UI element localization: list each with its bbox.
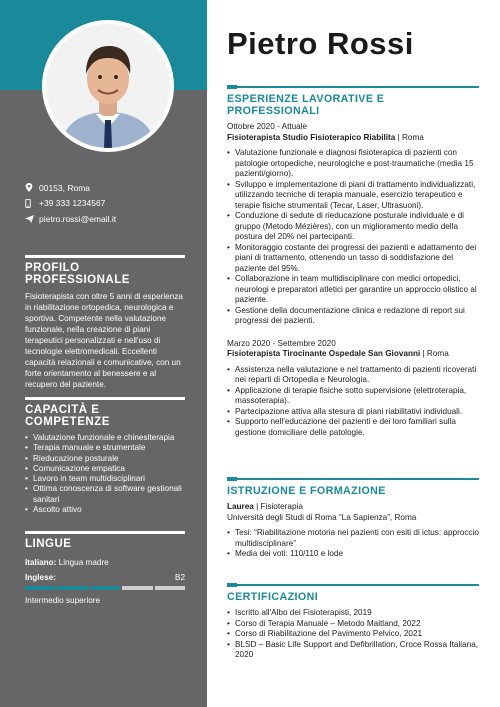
list-item: • Applicazione di terapie fisiche sotto supervisione (elettroterapia, massoterapia). bbox=[227, 386, 479, 407]
skills-section bbox=[25, 397, 185, 515]
list-item: • Supporto nell'educazione dei pazienti e dei loro familiari sulla gestione domiciliare delle patologie. bbox=[227, 417, 479, 438]
list-item: • Rieducazione posturale bbox=[25, 454, 185, 464]
level-segment bbox=[155, 586, 185, 590]
section-divider bbox=[25, 397, 185, 400]
job-bullets bbox=[227, 148, 479, 327]
job-date: Ottobre 2020 - Attuale bbox=[227, 122, 308, 131]
level-segment bbox=[122, 586, 152, 590]
list-item: • Valutazione funzionale e chinesiterapia bbox=[25, 433, 185, 443]
language-name: Inglese: bbox=[25, 573, 56, 582]
list-item: • Media dei voti: 110/110 e lode bbox=[227, 549, 479, 560]
education-title: ISTRUZIONE E FORMAZIONE bbox=[227, 485, 386, 497]
phone-text[interactable]: +39 333 1234567 bbox=[39, 198, 106, 209]
list-item: • Tesi: “Riabilitazione motoria nei pazienti con esiti di ictus: approccio multidisciplinare” bbox=[227, 528, 479, 549]
list-item: • Assistenza nella valutazione e nel trattamento di pazienti ricoverati nei reparti di Ortopedia e Neurologia. bbox=[227, 365, 479, 386]
job-role: Fisioterapista Studio Fisioterapico Riabilita | Roma bbox=[227, 132, 424, 142]
profile-text: Fisioterapista con oltre 5 anni di esperienza in riabilitazione ortopedica, neurologica e sportiva. Competente nella valutazione funzionale, nella creazione di piani terapeutici personalizzati e nell'uso di tecnologie elettromedicali. Eccellenti capacità relazionali e comunicative, con un forte orientamento al benessere e al recupero del paziente. bbox=[25, 292, 183, 389]
list-item: • Conduzione di sedute di rieducazione posturale individuale e di gruppo (Metodo Mézières), con un miglioramento medio della postura del 20% nei partecipanti. bbox=[227, 211, 479, 243]
list-item: • Collaborazione in team multidisciplinare con medici ortopedici, neurologi e preparatori atletici per garantire un approccio olistico al paziente. bbox=[227, 274, 479, 306]
list-item: • Lavoro in team multidisciplinari bbox=[25, 474, 185, 484]
job-role: Fisioterapista Tirocinante Ospedale San Giovanni | Roma bbox=[227, 349, 449, 358]
experience-section bbox=[227, 86, 479, 438]
language-level: Lingua madre bbox=[58, 558, 109, 567]
skills-title: CAPACITÀ E COMPETENZE bbox=[25, 404, 110, 428]
list-item: • Terapia manuale e strumentale bbox=[25, 443, 185, 453]
list-item: • Iscritto all'Albo dei Fisioterapisti, 2019 bbox=[227, 608, 479, 619]
language-description: Intermedio superiore bbox=[25, 596, 101, 605]
certifications-section bbox=[227, 584, 479, 661]
list-item: • BLSD – Basic Life Support and Defibrillation, Croce Rossa Italiana, 2020 bbox=[227, 640, 479, 661]
profile-photo bbox=[42, 20, 174, 152]
list-item: • Corso di Terapia Manuale – Metodo Maitland, 2022 bbox=[227, 619, 479, 630]
job-entry bbox=[227, 339, 479, 439]
contact-phone bbox=[25, 196, 195, 212]
education-section bbox=[227, 478, 479, 560]
education-degree: Laurea | Fisioterapia bbox=[227, 502, 303, 511]
contact-email bbox=[25, 211, 195, 227]
level-segment bbox=[57, 586, 87, 590]
language-name: Italiano: bbox=[25, 558, 57, 567]
certifications-title: CERTIFICAZIONI bbox=[227, 591, 319, 603]
language-level-bar bbox=[25, 586, 185, 590]
section-divider bbox=[227, 478, 479, 480]
list-item: • Corso di Riabilitazione del Pavimento Pelvico, 2021 bbox=[227, 629, 479, 640]
list-item: • Partecipazione attiva alla stesura di piani riabilitativi individuali. bbox=[227, 407, 479, 418]
level-segment bbox=[25, 586, 55, 590]
level-segment bbox=[90, 586, 120, 590]
list-item: • Gestione della documentazione clinica e redazione di report sui progressi dei pazienti. bbox=[227, 306, 479, 327]
phone-icon bbox=[25, 199, 39, 208]
languages-title: LINGUE bbox=[25, 538, 72, 550]
section-divider bbox=[227, 584, 479, 586]
list-item: • Valutazione funzionale e diagnosi fisioterapica di pazienti con patologie ortopediche, neurologiche e post-traumatiche (media 15 pazienti/giorno). bbox=[227, 148, 479, 180]
contact-block bbox=[25, 180, 195, 227]
location-text: 00153, Roma bbox=[39, 182, 91, 193]
send-icon bbox=[25, 215, 39, 223]
language-english bbox=[25, 570, 185, 585]
list-item: • Ottima conoscenza di software gestionali sanitari bbox=[25, 484, 185, 505]
list-item: • Monitoraggio costante dei progressi dei pazienti e adattamento dei piani di trattamento, ottenendo un tasso di soddisfazione del paziente del 95%. bbox=[227, 243, 479, 275]
skills-list bbox=[25, 433, 185, 515]
job-date: Marzo 2020 - Settembre 2020 bbox=[227, 338, 336, 348]
list-item: • Ascolto attivo bbox=[25, 505, 185, 515]
experience-title: ESPERIENZE LAVORATIVE E PROFESSIONALI bbox=[227, 93, 385, 117]
profile-title: PROFILO PROFESSIONALE bbox=[25, 262, 130, 286]
location-pin-icon bbox=[25, 183, 39, 192]
certifications-list bbox=[227, 608, 479, 661]
contact-location bbox=[25, 180, 195, 196]
language-level: B2 bbox=[174, 573, 185, 582]
education-bullets bbox=[227, 528, 479, 560]
section-divider bbox=[25, 531, 185, 534]
section-divider bbox=[227, 86, 479, 88]
education-school: Università degli Studi di Roma “La Sapienza”, Roma bbox=[227, 512, 417, 522]
language-italian bbox=[25, 555, 185, 570]
section-divider bbox=[25, 255, 185, 258]
candidate-name: Pietro Rossi bbox=[227, 26, 414, 61]
profile-section bbox=[25, 255, 185, 390]
email-text[interactable]: pietro.rossi@email.it bbox=[39, 213, 117, 224]
job-entry bbox=[227, 122, 479, 327]
list-item: • Comunicazione empatica bbox=[25, 464, 185, 474]
job-bullets bbox=[227, 365, 479, 439]
languages-section bbox=[25, 531, 185, 606]
list-item: • Sviluppo e implementazione di piani di trattamento individualizzati, utilizzando tecniche di terapia manuale, esercizio terapeutico e terapie fisiche strumentali (Tecar, Laser, Ultrasuoni). bbox=[227, 180, 479, 212]
